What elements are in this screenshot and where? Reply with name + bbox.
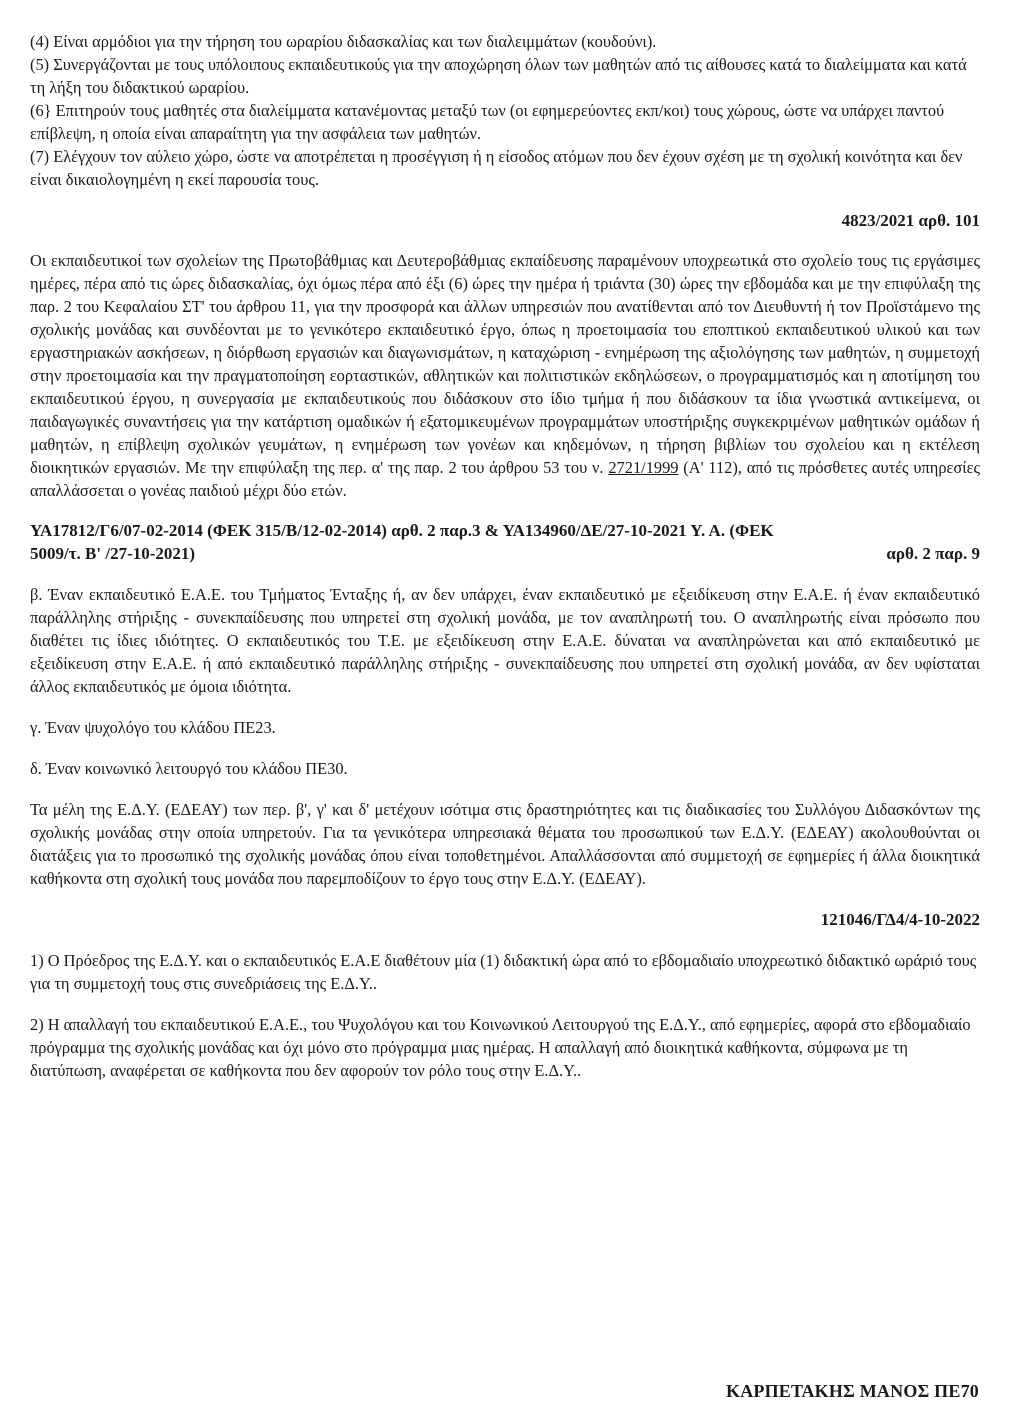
paragraph-text-end: (Α' 112), από τις πρόσθετες αυτές υπηρεσίες απαλλάσσεται ο γονέας παιδιού μέχρι δύο ετών. <box>30 458 981 500</box>
law-2721-link[interactable]: 2721/1999 <box>608 458 679 477</box>
edy-member-delta: δ. Έναν κοινωνικό λειτουργό του κλάδου ΠΕ30. <box>30 759 348 778</box>
author-signature: ΚΑΡΠΕΤΑΚΗΣ ΜΑΝΟΣ ΠΕ70 <box>726 1381 979 1401</box>
edy-members-paragraph: Τα μέλη της Ε.Δ.Υ. (ΕΔΕΑΥ) των περ. β', γ' και δ' μετέχουν ισότιμα στις δραστηριότητες και τις διαδικασίες του Συλλόγου Διδασκόντων της σχολικής μονάδας στην οποία υπηρετούν. Για τα γενικότερα υπηρεσιακά θέματα του προσωπικού των Ε.Δ.Υ. (ΕΔΕΑΥ) ακολουθούνται οι διατάξεις για το προσωπικό της σχολικής μονάδας όπου είναι τοποθετημένοι. Απαλλάσσονται από συμμετοχή σε εφημερίες ή άλλα διοικητικά καθήκοντα στη σχολική τους μονάδα που παρεμποδίζουν το έργο τους στην Ε.Δ.Υ. (ΕΔΕΑΥ). <box>30 800 980 888</box>
duty-item-4: (4) Είναι αρμόδιοι για την τήρηση του ωραρίου διδασκαλίας και των διαλειμμάτων (κουδούνι). <box>30 32 657 51</box>
edy-reference-line-2 <box>30 542 980 565</box>
teacher-obligations-paragraph <box>30 249 980 502</box>
law-reference-4823: 4823/2021 αρθ. 101 <box>841 211 980 230</box>
edy-reference-fek: 5009/τ. Β' /27-10-2021) <box>30 544 196 563</box>
edy-clarification-1: 1) Ο Πρόεδρος της Ε.Δ.Υ. και ο εκπαιδευτικός Ε.Α.Ε διαθέτουν μία (1) διδακτική ώρα από το εβδομαδιαίο υποχρεωτικό διδακτικό ωράριό τους για τη συμμετοχή τους στις συνεδριάσεις της Ε.Δ.Υ.. <box>30 951 977 993</box>
edy-reference-line-1: ΥΑ17812/Γ6/07-02-2014 (ΦΕΚ 315/Β/12-02-2014) αρθ. 2 παρ.3 & ΥΑ134960/ΔΕ/27-10-2021 Υ. Α. (ΦΕΚ <box>30 521 774 540</box>
edy-member-beta: β. Έναν εκπαιδευτικό Ε.Α.Ε. του Τμήματος Ένταξης ή, αν δεν υπάρχει, έναν εκπαιδευτικό με εξειδίκευση στην Ε.Α.Ε. ή έναν εκπαιδευτικό παράλληλης στήριξης - συνεκπαίδευσης που υπηρετεί στη σχολική μονάδα, με τον αναπληρωτή του. Ο αναπληρωτής είναι πρόσωπο που διαθέτει τις ίδιες ιδιότητες. Ο εκπαιδευτικός του Τ.Ε. με εξειδίκευση στην Ε.Α.Ε. δύναται να αναπληρώνεται και από εκπαιδευτικό με εξειδίκευση στην Ε.Α.Ε. ή από εκπαιδευτικό παράλληλης στήριξης - συνεκπαίδευσης που υπηρετεί στη σχολική μονάδα, αν δεν υφίσταται άλλος εκπαιδευτικός με όμοια ιδιότητα. <box>30 585 980 696</box>
edy-member-gamma: γ. Έναν ψυχολόγο του κλάδου ΠΕ23. <box>30 718 276 737</box>
paragraph-text: Οι εκπαιδευτικοί των σχολείων της Πρωτοβάθμιας και Δευτεροβάθμιας εκπαίδευσης παραμένουν υποχρεωτικά στο σχολείο τους τις εργάσιμες ημέρες, πέρα από τις ώρες διδασκαλίας, όχι όμως πέρα από έξι (6) ώρες την ημέρα ή τριάντα (30) ώρες την εβδομάδα και με την επιφύλαξη της παρ. 2 του Κεφαλαίου ΣΤ' του άρθρου 11, για την προσφορά και άλλων υπηρεσιών που ανατίθενται από τον Διευθυντή ή τον Προϊστάμενο της σχολικής μονάδας και συνδέονται με το γενικότερο εκπαιδευτικό έργο, όπως η προετοιμασία του εποπτικού εκπαιδευτικού υλικού και των εργαστηριακών ασκήσεων, η διόρθωση εργασιών και διαγωνισμάτων, η καταχώριση - ενημέρωση της αξιολόγησης των μαθητών, η συμμετοχή στην προετοιμασία και την πραγματοποίηση εορταστικών, αθλητικών και πολιτιστικών εκδηλώσεων, ο προγραμματισμός και η αποτίμηση του εκπαιδευτικού έργου, η συνεργασία με εκπαιδευτικούς που διδάσκουν στο ίδιο τμήμα ή που διδάσκουν τα ίδια γνωστικά αντικείμενα, οι παιδαγωγικές συναντήσεις για την κατάρτιση ομαδικών ή εξατομικευμένων προγραμμάτων υποστήριξης συγκεκριμένων μαθητικών ομάδων ή μαθητών, η επίβλεψη σχολικών γευμάτων, η ενημέρωση των γονέων και κηδεμόνων, η τήρηση βιβλίων του σχολείου και η εκτέλεση διοικητικών εργασιών. Με την επιφύλαξη της περ. α' της παρ. 2 του άρθρου 53 του ν. <box>30 251 980 477</box>
duty-item-6: (6} Επιτηρούν τους μαθητές στα διαλείμματα κατανέμοντας μεταξύ των (οι εφημερεύοντες εκπ/κοι) τους χώρους, ώστε να υπάρχει παντού επίβλεψη, η οποία είναι απαραίτητη για την ασφάλεια των μαθητών. <box>30 101 945 143</box>
document-body <box>30 30 980 1082</box>
edy-law-reference <box>30 519 980 565</box>
duty-item-5: (5) Συνεργάζονται με τους υπόλοιπους εκπαιδευτικούς για την αποχώρηση όλων των μαθητών από τις αίθουσες κατά το διαλείμματα και κατά τη λήξη του διδακτικού ωραρίου. <box>30 55 967 97</box>
duty-item-7: (7) Ελέγχουν τον αύλειο χώρο, ώστε να αποτρέπεται η προσέγγιση ή η είσοδος ατόμων που δεν έχουν σχέση με τη σχολική κοινότητα και δεν είναι δικαιολογημένη η εκεί παρουσία τους. <box>30 147 963 189</box>
edy-reference-article: αρθ. 2 παρ. 9 <box>886 544 980 563</box>
law-reference-121046: 121046/ΓΔ4/4-10-2022 <box>820 910 980 929</box>
edy-clarification-2: 2) Η απαλλαγή του εκπαιδευτικού Ε.Α.Ε., του Ψυχολόγου και του Κοινωνικού Λειτουργού της Ε.Δ.Υ., από εφημερίες, αφορά στο εβδομαδιαίο πρόγραμμα της σχολικής μονάδας και όχι μόνο στο πρόγραμμα μιας ημέρας. Η απαλλαγή από διοικητικά καθήκοντα, σύμφωνα με τη διατύπωση, αναφέρεται σε καθήκοντα που δεν αφορούν τον ρόλο τους στην Ε.Δ.Υ.. <box>30 1015 971 1080</box>
